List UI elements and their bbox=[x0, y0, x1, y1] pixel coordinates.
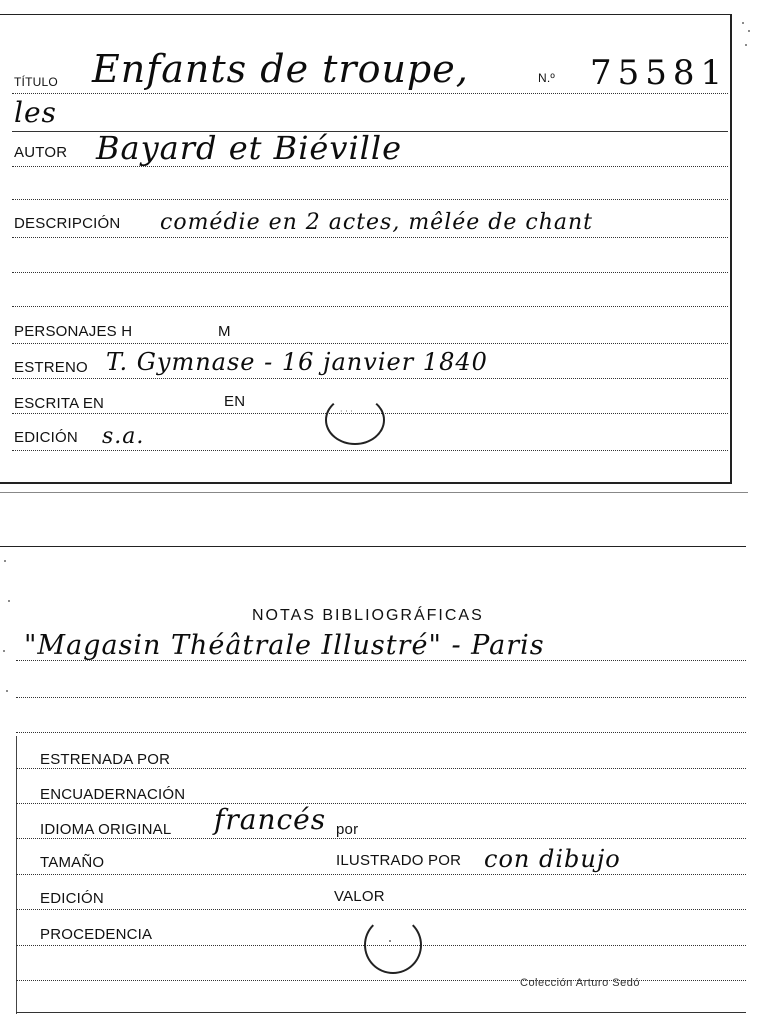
notas-label: NOTAS BIBLIOGRÁFICAS bbox=[252, 607, 484, 624]
speckle bbox=[745, 44, 747, 46]
descripcion-label: DESCRIPCIÓN bbox=[14, 215, 121, 232]
titulo-article-value: les bbox=[14, 96, 57, 129]
ruled-line-9 bbox=[12, 378, 728, 379]
speckle bbox=[8, 600, 10, 602]
card-top-edge bbox=[0, 14, 731, 15]
autor-label: AUTOR bbox=[14, 144, 68, 161]
ruled-line-7 bbox=[16, 874, 746, 875]
punch-hole-dots: · · · bbox=[340, 407, 353, 416]
encuadernacion-label: ENCUADERNACIÓN bbox=[40, 786, 186, 803]
personajes-m-label: M bbox=[218, 323, 231, 340]
speckle bbox=[4, 560, 6, 562]
ruled-line-7 bbox=[12, 306, 728, 307]
idioma-por-label: por bbox=[336, 821, 359, 838]
ruled-line-5 bbox=[12, 237, 728, 238]
idioma-value: francés bbox=[214, 803, 327, 836]
notas-value: "Magasin Théâtrale Illustré" - Paris bbox=[24, 630, 545, 661]
speckle bbox=[742, 22, 744, 24]
speckle bbox=[6, 690, 8, 692]
ruled-line-4 bbox=[12, 199, 728, 200]
estreno-value: T. Gymnase - 16 janvier 1840 bbox=[106, 348, 488, 376]
speckle bbox=[748, 30, 750, 32]
tamano-label: TAMAÑO bbox=[40, 854, 105, 871]
edicion-label: EDICIÓN bbox=[40, 890, 104, 907]
punch-hole-mark bbox=[325, 395, 385, 445]
escrita-en-2-label: EN bbox=[224, 393, 246, 410]
card-bottom-edge bbox=[0, 482, 732, 484]
valor-label: VALOR bbox=[334, 888, 385, 905]
edicion-label: EDICIÓN bbox=[14, 429, 78, 446]
ruled-line-2 bbox=[16, 697, 746, 698]
speckle bbox=[389, 940, 391, 942]
numero-label: N.º bbox=[538, 71, 555, 85]
ruled-line-6 bbox=[12, 272, 728, 273]
speckle bbox=[3, 650, 5, 652]
ruled-line-11 bbox=[16, 1012, 746, 1013]
personajes-label: PERSONAJES H bbox=[14, 323, 133, 340]
ruled-line-8 bbox=[16, 909, 746, 910]
card-top-edge bbox=[0, 546, 746, 547]
card-right-edge bbox=[730, 14, 732, 482]
punch-hole-mark bbox=[364, 916, 422, 974]
ruled-line-5 bbox=[16, 803, 746, 804]
numero-value: 75581 bbox=[590, 53, 729, 93]
ilustrado-value: con dibujo bbox=[484, 845, 621, 873]
ruled-line-1 bbox=[12, 93, 728, 94]
estrenada-label: ESTRENADA POR bbox=[40, 751, 171, 768]
edicion-value: s.a. bbox=[102, 424, 145, 449]
titulo-value: Enfants de troupe, bbox=[92, 47, 469, 91]
front-card bbox=[0, 0, 759, 495]
collection-mark: Colección Arturo Sedó bbox=[520, 977, 640, 989]
idioma-label: IDIOMA ORIGINAL bbox=[40, 821, 172, 838]
ruled-line-11 bbox=[12, 450, 728, 451]
estreno-label: ESTRENO bbox=[14, 359, 88, 376]
procedencia-label: PROCEDENCIA bbox=[40, 926, 153, 943]
titulo-label: TÍTULO bbox=[14, 75, 58, 89]
back-card bbox=[0, 540, 759, 1028]
card-shadow-line bbox=[0, 492, 748, 493]
card-left-edge bbox=[16, 736, 17, 1014]
descripcion-value: comédie en 2 actes, mêlée de chant bbox=[160, 210, 593, 235]
ruled-line-4 bbox=[16, 768, 746, 769]
ruled-line-6 bbox=[16, 838, 746, 839]
ruled-line-3 bbox=[16, 732, 746, 733]
ilustrado-label: ILUSTRADO POR bbox=[336, 852, 462, 869]
escrita-en-label: ESCRITA EN bbox=[14, 395, 105, 412]
autor-value: Bayard et Biéville bbox=[96, 129, 403, 167]
ruled-line-8 bbox=[12, 343, 728, 344]
